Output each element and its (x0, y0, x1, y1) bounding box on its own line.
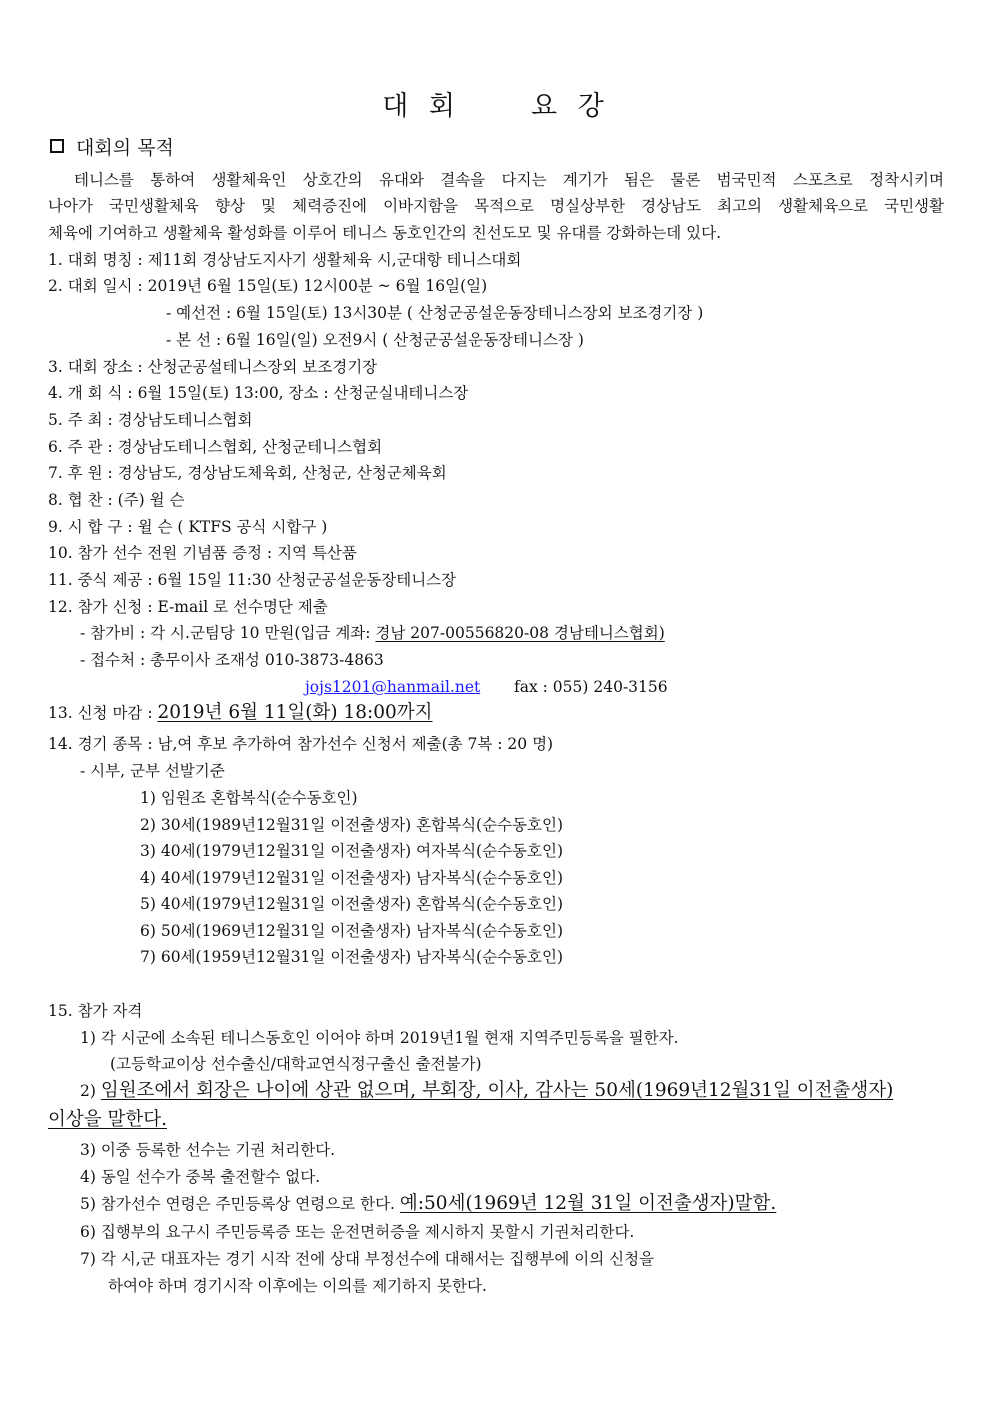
item-2-prelim: - 예선전 : 6월 15일(토) 13시30분 ( 산청군공설운동장테니스장외 보조경기장 ) (166, 304, 704, 322)
purpose-line-3: 체육에 기여하고 생활체육 활성화를 이루어 테니스 동호인간의 친선도모 및 유대를 강화하는데 있다. (48, 224, 722, 242)
item-12-contact: - 접수처 : 총무이사 조재성 010-3873-4863 (80, 651, 384, 669)
item-9-ball: 9. 시 합 구 : 윌 슨 ( KTFS 공식 시합구 ) (48, 518, 328, 536)
item-14-events: 14. 경기 종목 : 남,여 후보 추가하여 참가선수 신청서 제출(총 7복 : 20 명) (48, 735, 554, 753)
item-2-main: - 본 선 : 6월 16일(일) 오전9시 ( 산청군공설운동장테니스장 ) (166, 331, 584, 349)
title-left: 대 회 (382, 91, 461, 122)
bank-account: 경남 207-00556820-08 경남테니스협회) (375, 624, 665, 642)
item-3-venue: 3. 대회 장소 : 산청군공설테니스장외 보조경기장 (48, 358, 378, 376)
item-2-date: 2. 대회 일시 : 2019년 6월 15일(토) 12시00분 ~ 6월 16일(일) (48, 277, 488, 295)
fax-number: fax : 055) 240-3156 (514, 678, 668, 696)
title-right: 요 강 (531, 91, 610, 122)
event-item: 3) 40세(1979년12월31일 이전출생자) 여자복식(순수동호인) (140, 842, 564, 860)
item-10-gift: 10. 참가 선수 전원 기념품 증정 : 지역 특산품 (48, 544, 357, 562)
event-item: 5) 40세(1979년12월31일 이전출생자) 혼합복식(순수동호인) (140, 895, 564, 913)
item-1-name: 1. 대회 명칭 : 제11회 경상남도지사기 생활체육 시,군대항 테니스대회 (48, 251, 522, 269)
event-item: 2) 30세(1989년12월31일 이전출생자) 혼합복식(순수동호인) (140, 816, 564, 834)
item-4-opening: 4. 개 회 식 : 6월 15일(토) 13:00, 장소 : 산청군실내테니스장 (48, 384, 469, 402)
item-15-eligibility: 15. 참가 자격 (48, 1002, 143, 1020)
event-item: 6) 50세(1969년12월31일 이전출생자) 남자복식(순수동호인) (140, 922, 564, 940)
eligibility-3: 3) 이중 등록한 선수는 기권 처리한다. (80, 1141, 336, 1159)
item-12-apply: 12. 참가 신청 : E-mail 로 선수명단 제출 (48, 598, 328, 616)
event-item: 7) 60세(1959년12월31일 이전출생자) 남자복식(순수동호인) (140, 948, 564, 966)
eligibility-4: 4) 동일 선수가 중복 출전할수 없다. (80, 1168, 321, 1186)
item-5-host: 5. 주 최 : 경상남도테니스협회 (48, 411, 253, 429)
item-14-criteria: - 시부, 군부 선발기준 (80, 762, 225, 780)
section-heading-purpose: 대회의 목적 (50, 136, 174, 160)
item-7-support: 7. 후 원 : 경상남도, 경상남도체육회, 산청군, 산청군체육회 (48, 464, 447, 482)
eligibility-7: 7) 각 시,군 대표자는 경기 시작 전에 상대 부정선수에 대해서는 집행부에 이의 신청을 (80, 1250, 655, 1268)
item-8-sponsor: 8. 협 찬 : (주) 윌 슨 (48, 491, 185, 509)
eligibility-2-cont: 이상을 말한다. (48, 1109, 167, 1130)
item-13-deadline: 13. 신청 마감 : 2019년 6월 11일(화) 18:00까지 (48, 702, 433, 723)
eligibility-5: 5) 참가선수 연령은 주민등록상 연령으로 한다. 예:50세(1969년 12월 31일 이전출생자)말함. (80, 1193, 777, 1214)
page-title (0, 90, 992, 124)
email-link[interactable]: jojs1201@hanmail.net (305, 678, 481, 696)
eligibility-6: 6) 집행부의 요구시 주민등록증 또는 운전면허증을 제시하지 못할시 기권처리한다. (80, 1223, 635, 1241)
checkbox-bullet-icon (50, 139, 64, 153)
purpose-line-2: 나아가 국민생활체육 향상 및 체력증진에 이바지함을 목적으로 명실상부한 경상남도 최고의 생활체육으로 국민생활 (48, 197, 944, 215)
eligibility-2-text: 임원조에서 회장은 나이에 상관 없으며, 부회장, 이사, 감사는 50세(1969년12월31일 이전출생자) (100, 1080, 894, 1101)
item-11-lunch: 11. 중식 제공 : 6월 15일 11:30 산청군공설운동장테니스장 (48, 571, 457, 589)
item-6-organizer: 6. 주 관 : 경상남도테니스협회, 산청군테니스협회 (48, 438, 383, 456)
eligibility-5-example: 예:50세(1969년 12월 31일 이전출생자)말함. (399, 1193, 777, 1214)
eligibility-1-note: (고등학교이상 선수출신/대학교연식정구출신 출전불가) (110, 1055, 482, 1073)
event-item: 4) 40세(1979년12월31일 이전출생자) 남자복식(순수동호인) (140, 869, 564, 887)
item-12-fee: - 참가비 : 각 시.군팀당 10 만원(입금 계좌: 경남 207-00556820-08 경남테니스협회) (80, 624, 665, 642)
eligibility-1: 1) 각 시군에 소속된 테니스동호인 이어야 하며 2019년1월 현재 지역주민등록을 필한자. (80, 1029, 679, 1047)
eligibility-2: 2) 임원조에서 회장은 나이에 상관 없으며, 부회장, 이사, 감사는 50세(1969년12월31일 이전출생자) (80, 1080, 894, 1101)
deadline-date: 2019년 6월 11일(화) 18:00까지 (157, 702, 433, 723)
event-item: 1) 임원조 혼합복식(순수동호인) (140, 789, 358, 807)
purpose-line-1: 테니스를 통하여 생활체육인 상호간의 유대와 결속을 다지는 계기가 됨은 물론 범국민적 스포츠로 정착시키며 (74, 171, 944, 189)
eligibility-7-cont: 하여야 하며 경기시작 이후에는 이의를 제기하지 못한다. (108, 1277, 487, 1295)
